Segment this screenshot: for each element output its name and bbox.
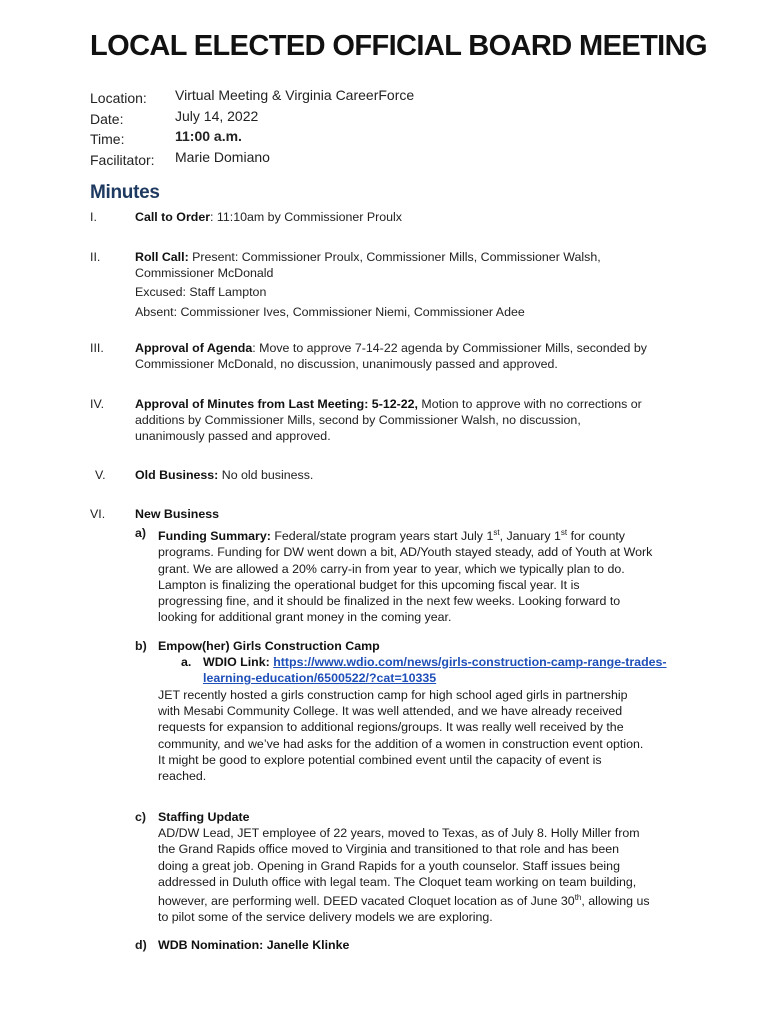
item-text: Motion to approve with no corrections or [417, 397, 642, 411]
item-number: I. [90, 210, 97, 224]
item-line [135, 340, 690, 356]
item-title: Approval of Agenda [135, 341, 253, 355]
sub-item-body [158, 638, 683, 654]
item-number: II. [90, 250, 101, 264]
item-title: New Business [135, 507, 220, 521]
sub-item-body [158, 687, 683, 784]
sub-item-line: the Grand Rapids office moved to Virginia and transitioned to that role and has been [158, 842, 620, 857]
item-text: No old business. [218, 468, 314, 482]
sub-item-text: Federal/state program years start July 1 [270, 529, 494, 544]
time-value: 11:00 a.m. [175, 128, 242, 144]
sub-item-line: addressed in Duluth office with legal team. The Cloquet team working on team building, [158, 874, 637, 889]
sub-item-letter: c) [135, 810, 147, 824]
sub-item-body [158, 937, 683, 953]
sub-item-line: doing a great job. Opening in Grand Rapids for a youth counselor. Staff issues being [158, 858, 620, 873]
location-label: Location: [90, 90, 147, 106]
sub-item-line: to pilot some of the service delivery models we are exploring. [158, 910, 493, 925]
item-number: V. [95, 468, 106, 482]
sub-item-line: Lampton is finalizing the operational budget for this upcoming fiscal year. It is [158, 577, 580, 592]
wdio-link-line [203, 670, 703, 686]
item-line: unanimously passed and approved. [135, 429, 331, 444]
item-body [135, 340, 690, 372]
sub-item-title: WDB Nomination: Janelle Klinke [158, 938, 350, 952]
location-value: Virtual Meeting & Virginia CareerForce [175, 87, 415, 103]
sub-item-body [158, 809, 683, 926]
item-body [135, 506, 690, 522]
sub-item-line [158, 525, 683, 544]
item-text: : 11:10am by Commissioner Proulx [210, 210, 402, 224]
item-title: Approval of Minutes from Last Meeting: 5-12-22, [135, 397, 418, 411]
sub-item-text: , allowing us [581, 894, 650, 909]
item-line: Commissioner McDonald, no discussion, unanimously passed and approved. [135, 357, 558, 372]
superscript: st [560, 528, 568, 537]
sub-item-line: It might be good to explore potential combined event until the capacity of event is [158, 752, 602, 767]
sub-item-line: JET recently hosted a girls construction camp for high school aged girls in partnership [158, 688, 628, 702]
item-title: Old Business: [135, 468, 219, 482]
sub-item-text: however, are performing well. DEED vacated Cloquet location as of June 30 [158, 894, 575, 909]
wdio-link-body [203, 654, 703, 686]
item-line: Commissioner McDonald [135, 266, 274, 281]
sub-item-text: for county [567, 529, 625, 544]
sub-item-letter: d) [135, 938, 147, 952]
sub-item-text: , January 1 [499, 529, 561, 544]
superscript: st [493, 528, 500, 537]
wdio-article-link-continued[interactable]: learning-education/6500522/?cat=10335 [203, 671, 437, 686]
wdio-link-label: WDIO Link: [203, 655, 270, 669]
superscript: th [574, 893, 582, 903]
item-line [135, 249, 690, 265]
item-body [135, 249, 690, 320]
minutes-heading: Minutes [90, 182, 160, 203]
facilitator-label: Facilitator: [90, 151, 155, 168]
sub-item-line: programs. Funding for DW went down a bit, AD/Youth stayed steady, add of Youth at Work [158, 545, 653, 560]
facilitator-value: Marie Domiano [175, 148, 270, 165]
sub-item-line: progressing fine, and it should be finalized in the next few weeks. Looking forward to [158, 593, 621, 608]
sub-item-line [158, 890, 683, 909]
date-label: Date: [90, 110, 124, 127]
sub-item-line: AD/DW Lead, JET employee of 22 years, moved to Texas, as of July 8. Holly Miller from [158, 826, 640, 841]
sub-item-line: looking for additional grant money in the coming year. [158, 610, 452, 625]
item-text: : Move to approve 7-14-22 agenda by Commissioner Mills, seconded by [252, 341, 647, 355]
item-line: additions by Commissioner Mills, second by Commissioner Walsh, no discussion, [135, 413, 581, 428]
item-title: Roll Call: [135, 250, 189, 264]
sub-item-line: community, and we’ve had asks for the addition of a women in construction event option. [158, 736, 644, 751]
sub-item-letter: a) [135, 526, 147, 540]
sub-sub-letter: a. [181, 655, 192, 669]
sub-item-line: reached. [158, 769, 207, 784]
date-value: July 14, 2022 [175, 107, 259, 124]
item-body [135, 396, 690, 445]
excused-line: Excused: Staff Lampton [135, 285, 267, 300]
sub-item-letter: b) [135, 639, 147, 653]
sub-item-title: Funding Summary: [158, 529, 271, 544]
sub-item-line: requests for expansion to additional regions/groups. It was really well received by the [158, 720, 624, 735]
item-title: Call to Order [135, 210, 211, 224]
sub-item-body [158, 525, 683, 625]
sub-item-title-line [158, 638, 683, 654]
item-number: VI. [90, 507, 106, 521]
item-text: Present: Commissioner Proulx, Commissioner Mills, Commissioner Walsh, [188, 250, 601, 264]
sub-item-title: Staffing Update [158, 810, 250, 824]
sub-item-line: grant. We are allowed a 20% carry-in from year to year, which we typically plan to do. [158, 561, 625, 576]
item-number: IV. [90, 397, 105, 411]
wdio-article-link[interactable]: https://www.wdio.com/news/girls-construction-camp-range-trades- [273, 655, 667, 669]
item-number: III. [90, 341, 104, 355]
sub-item-title-line [158, 809, 683, 825]
time-label: Time: [90, 131, 125, 147]
item-line [135, 396, 690, 412]
document-title: LOCAL ELECTED OFFICIAL BOARD MEETING [90, 30, 707, 62]
wdio-link-line [203, 654, 703, 670]
item-body [135, 467, 690, 483]
item-body [135, 209, 690, 225]
sub-item-line: with Mesabi Community College. It was well attended, and we have already received [158, 704, 623, 719]
absent-line: Absent: Commissioner Ives, Commissioner Niemi, Commissioner Adee [135, 304, 525, 319]
sub-item-title: Empow(her) Girls Construction Camp [158, 639, 380, 653]
